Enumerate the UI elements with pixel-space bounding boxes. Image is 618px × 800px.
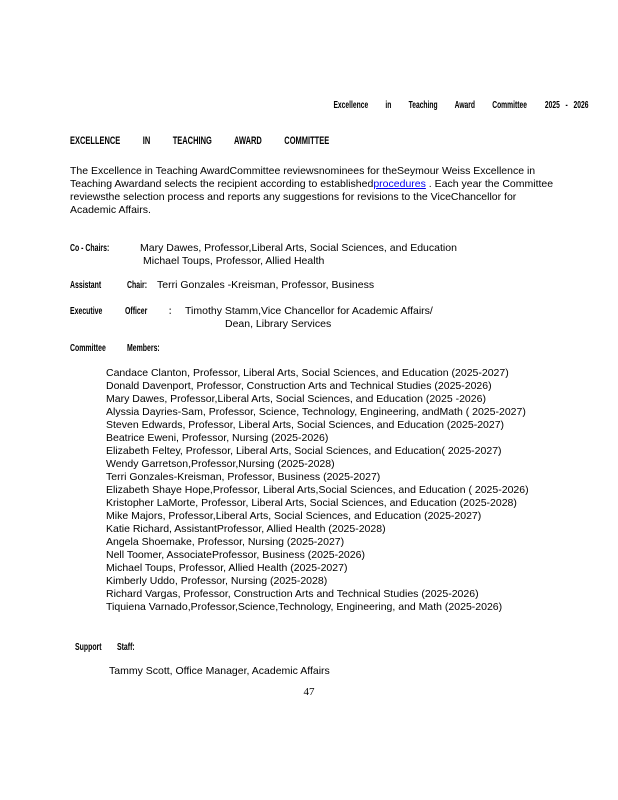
- running-header: [333, 99, 588, 112]
- member-row: Mike Majors, Professor,Liberal Arts, Social Sciences, and Education (2025-2027): [106, 510, 482, 522]
- running-header-term: 2025 - 2026: [544, 99, 588, 111]
- member-row: Kristopher LaMorte, Professor, Liberal Arts, Social Sciences, and Education (2025-2028): [106, 497, 517, 509]
- committee-members-label-word1: Committee: [70, 342, 106, 354]
- intro-line-1: The Excellence in Teaching AwardCommittee reviewsnominees for theSeymour Weiss Excellence in: [70, 165, 536, 177]
- executive-officer-name-line1: Timothy Stamm,Vice Chancellor for Academic Affairs/: [185, 305, 433, 317]
- support-staff-label-word2: Staff:: [117, 641, 135, 653]
- member-row: Angela Shoemake, Professor, Nursing (2025-2027): [106, 536, 345, 548]
- support-staff-label-word1: Support: [75, 641, 102, 653]
- member-row: Terri Gonzales-Kreisman, Professor, Business (2025-2027): [106, 471, 381, 483]
- intro-paragraph: [70, 165, 600, 217]
- support-staff-name: Tammy Scott, Office Manager, Academic Affairs: [109, 665, 330, 677]
- procedures-link[interactable]: procedures: [373, 178, 426, 190]
- running-header-title: Excellence in Teaching Award Committee: [333, 99, 527, 111]
- member-row: Mary Dawes, Professor,Liberal Arts, Social Sciences, and Education (2025 -2026): [106, 393, 486, 405]
- member-row: Richard Vargas, Professor, Construction Arts and Technical Studies (2025-2026): [106, 588, 479, 600]
- assistant-chair-label-word2: Chair:: [127, 279, 148, 291]
- page-heading: EXCELLENCE IN TEACHING AWARD COMMITTEE: [70, 135, 330, 147]
- page-number: 47: [303, 686, 315, 698]
- members-list: [106, 367, 529, 614]
- member-row: Candace Clanton, Professor, Liberal Arts, Social Sciences, and Education (2025-2027): [106, 367, 509, 379]
- intro-line-2-after: . Each year the Committee: [425, 178, 554, 190]
- executive-officer-label-word2: Officer: [125, 305, 148, 317]
- member-row: Michael Toups, Professor, Allied Health (2025-2027): [106, 562, 348, 574]
- executive-officer-label-colon: :: [169, 305, 172, 317]
- assistant-chair-name: Terri Gonzales -Kreisman, Professor, Business: [157, 279, 375, 291]
- committee-members-label-word2: Members:: [127, 342, 160, 354]
- intro-line-3: reviewsthe selection process and reports any suggestions for revisions to the ViceChancellor for: [70, 191, 517, 203]
- member-row: Kimberly Uddo, Professor, Nursing (2025-2028): [106, 575, 328, 587]
- assistant-chair-label-word1: Assistant: [70, 279, 102, 291]
- co-chairs-label: Co - Chairs:: [70, 242, 110, 254]
- member-row: Elizabeth Feltey, Professor, Liberal Arts, Social Sciences, and Education( 2025-2027): [106, 445, 502, 457]
- member-row: Beatrice Eweni, Professor, Nursing (2025-2026): [106, 432, 329, 444]
- co-chair-name-2: Michael Toups, Professor, Allied Health: [143, 255, 325, 267]
- member-row: Nell Toomer, AssociateProfessor, Business (2025-2026): [106, 549, 365, 561]
- member-row: Alyssia Dayries-Sam, Professor, Science, Technology, Engineering, andMath ( 2025-2027): [106, 406, 526, 418]
- member-row: Katie Richard, AssistantProfessor, Allied Health (2025-2028): [106, 523, 386, 535]
- intro-line-4: Academic Affairs.: [70, 204, 151, 216]
- member-row: Donald Davenport, Professor, Construction Arts and Technical Studies (2025-2026): [106, 380, 492, 392]
- member-row: Tiquiena Varnado,Professor,Science,Technology, Engineering, and Math (2025-2026): [106, 601, 503, 613]
- executive-officer-name-line2: Dean, Library Services: [225, 318, 332, 330]
- member-row: Elizabeth Shaye Hope,Professor, Liberal Arts,Social Sciences, and Education ( 2025-2026): [106, 484, 529, 496]
- executive-officer-label-word1: Executive: [70, 305, 103, 317]
- member-row: Wendy Garretson,Professor,Nursing (2025-2028): [106, 458, 335, 470]
- intro-line-2-before: Teaching Awardand selects the recipient according to established: [70, 178, 374, 190]
- member-row: Steven Edwards, Professor, Liberal Arts, Social Sciences, and Education (2025-2027): [106, 419, 505, 431]
- intro-line-2: [70, 178, 600, 191]
- co-chair-name-1: Mary Dawes, Professor,Liberal Arts, Social Sciences, and Education: [140, 242, 457, 254]
